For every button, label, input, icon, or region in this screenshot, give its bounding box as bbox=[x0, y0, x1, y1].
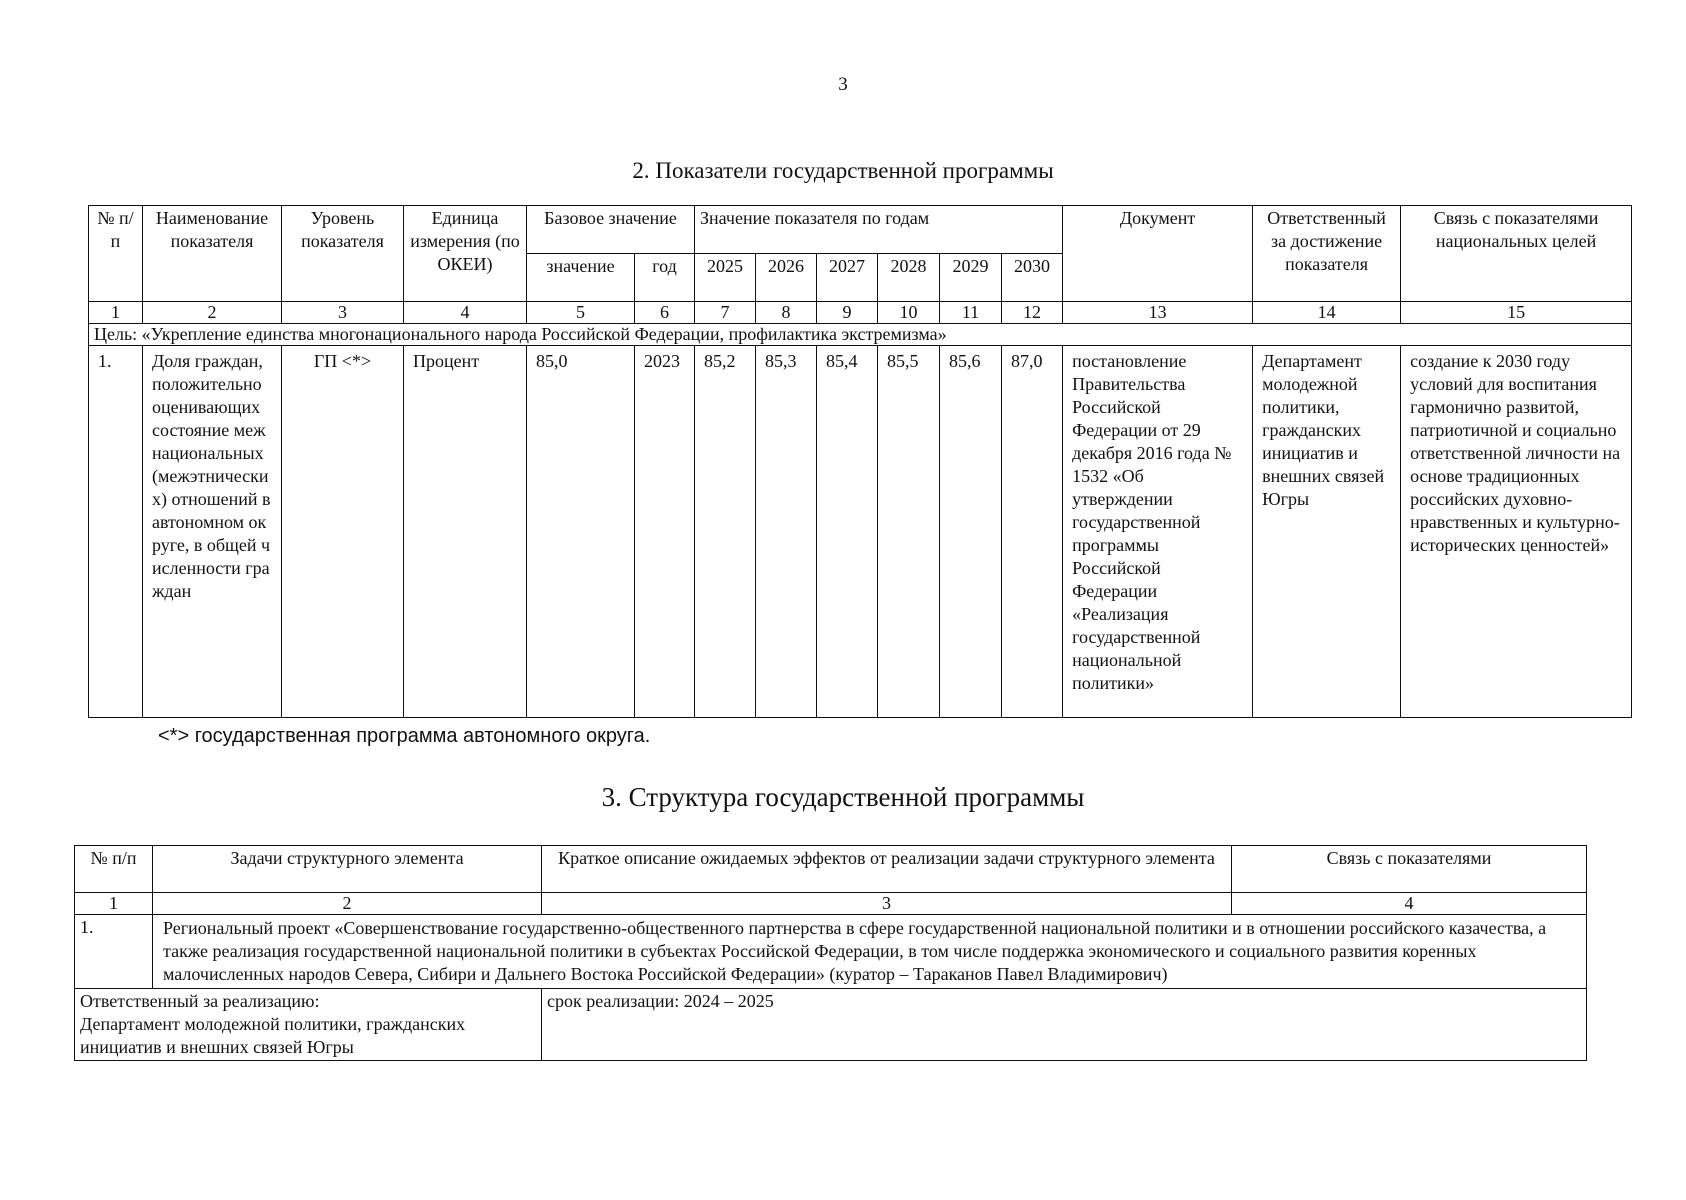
header-num: № п/п bbox=[75, 846, 153, 893]
section-3-title: 3. Структура государственной программы bbox=[601, 782, 1085, 812]
year-value: 85,4 bbox=[817, 346, 878, 718]
indicators-table bbox=[88, 205, 1632, 718]
column-number: 3 bbox=[542, 893, 1232, 915]
header-year: 2029 bbox=[940, 254, 1002, 302]
header-national-link: Связь с показателями национальных целей bbox=[1401, 206, 1632, 302]
year-value: 85,2 bbox=[695, 346, 756, 718]
year-value: 85,5 bbox=[878, 346, 940, 718]
header-indicator-link: Связь с показателями bbox=[1232, 846, 1587, 893]
column-number: 2 bbox=[153, 893, 542, 915]
indicator-level: ГП <*> bbox=[282, 346, 404, 718]
footnote: <*> государственная программа автономного округа. bbox=[158, 725, 651, 747]
table-row bbox=[89, 346, 1632, 718]
header-document: Документ bbox=[1063, 206, 1253, 302]
responsible-label: Ответственный за реализацию: bbox=[80, 991, 320, 1011]
row-number: 1. bbox=[75, 915, 153, 989]
column-number: 5 bbox=[527, 302, 635, 324]
column-number: 1 bbox=[89, 302, 143, 324]
table-row bbox=[75, 915, 1587, 989]
base-value: 85,0 bbox=[527, 346, 635, 718]
header-level: Уровень показателя bbox=[282, 206, 404, 302]
column-number: 4 bbox=[404, 302, 527, 324]
column-number: 11 bbox=[940, 302, 1002, 324]
column-number: 9 bbox=[817, 302, 878, 324]
implementation-term: срок реализации: 2024 – 2025 bbox=[542, 989, 1587, 1061]
column-number: 2 bbox=[143, 302, 282, 324]
header-years-group: Значение показателя по годам bbox=[695, 206, 1063, 254]
year-value: 85,6 bbox=[940, 346, 1002, 718]
header-base-value: значение bbox=[527, 254, 635, 302]
column-number: 13 bbox=[1063, 302, 1253, 324]
indicator-unit: Процент bbox=[404, 346, 527, 718]
header-year: 2025 bbox=[695, 254, 756, 302]
row-number: 1. bbox=[89, 346, 143, 718]
column-number: 14 bbox=[1253, 302, 1401, 324]
header-year: 2030 bbox=[1002, 254, 1063, 302]
column-number: 12 bbox=[1002, 302, 1063, 324]
responsible-block bbox=[75, 989, 542, 1061]
column-number: 15 bbox=[1401, 302, 1632, 324]
responsible-department: Департамент молодежной политики, гражданских инициатив и внешних связей Югры bbox=[1253, 346, 1401, 718]
document-reference: постановление Правительства Российской Федерации от 29 декабря 2016 года № 1532 «Об утверждении государственной программы Российской Федерации «Реализация государственной национальной политики» bbox=[1063, 346, 1253, 718]
responsible-value: Департамент молодежной политики, гражданских инициатив и внешних связей Югры bbox=[80, 1014, 466, 1057]
header-year: 2026 bbox=[756, 254, 817, 302]
header-base-year: год bbox=[635, 254, 695, 302]
base-year: 2023 bbox=[635, 346, 695, 718]
header-year: 2028 bbox=[878, 254, 940, 302]
regional-project: Региональный проект «Совершенствование государственно-общественного партнерства в сфере государственной национальной политики и в отношении российского казачества, а также реализация государственной национальной политики в субъектах Российской Федерации, в том числе поддержка экономического и социального развития коренных малочисленных народов Севера, Сибири и Дальнего Востока Российской Федерации» (куратор – Тараканов Павел Владимирович) bbox=[153, 915, 1587, 989]
national-goal-link: создание к 2030 году условий для воспитания гармонично развитой, патриотичной и социально ответственной личности на основе традиционных российских духовно-нравственных и культурно-исторических ценностей» bbox=[1401, 346, 1632, 718]
header-indicator-name: Наименование показателя bbox=[143, 206, 282, 302]
header-effects: Краткое описание ожидаемых эффектов от реализации задачи структурного элемента bbox=[542, 846, 1232, 893]
column-number: 3 bbox=[282, 302, 404, 324]
column-number: 1 bbox=[75, 893, 153, 915]
section-2-title: 2. Показатели государственной программы bbox=[632, 158, 1054, 183]
header-responsible: Ответственный за достижение показателя bbox=[1253, 206, 1401, 302]
goal-row: Цель: «Укрепление единства многонационального народа Российской Федерации, профилактика экстремизма» bbox=[89, 324, 1632, 346]
page-number: 3 bbox=[838, 74, 848, 95]
header-base: Базовое значение bbox=[527, 206, 695, 254]
column-number: 6 bbox=[635, 302, 695, 324]
header-num: № п/п bbox=[89, 206, 143, 302]
column-number: 10 bbox=[878, 302, 940, 324]
column-number: 8 bbox=[756, 302, 817, 324]
indicator-name: Доля граждан, положительно оценивающих состояние межнациональных (межэтнических) отношений в автономном округе, в общей численности граждан bbox=[143, 346, 282, 718]
header-tasks: Задачи структурного элемента bbox=[153, 846, 542, 893]
year-value: 87,0 bbox=[1002, 346, 1063, 718]
column-number: 4 bbox=[1232, 893, 1587, 915]
year-value: 85,3 bbox=[756, 346, 817, 718]
structure-table bbox=[74, 845, 1587, 1061]
header-year: 2027 bbox=[817, 254, 878, 302]
column-number: 7 bbox=[695, 302, 756, 324]
header-unit: Единица измерения (по ОКЕИ) bbox=[404, 206, 527, 302]
